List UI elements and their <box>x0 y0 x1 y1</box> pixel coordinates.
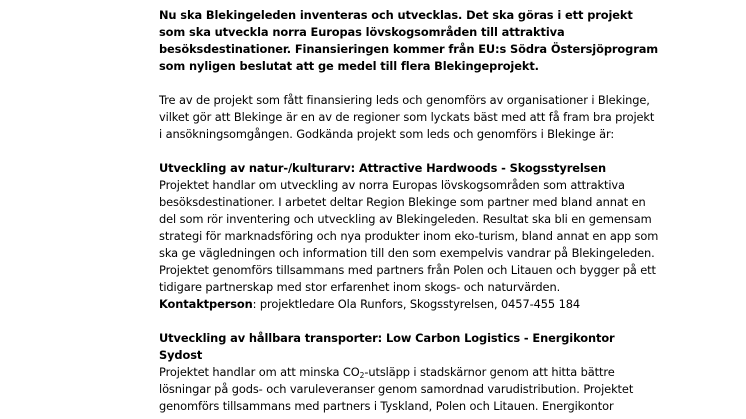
project-heading: Utveckling av hållbara transporter: Low Carbon Logistics - Energikontor Sydost <box>159 331 615 362</box>
paragraph-gap <box>159 143 659 160</box>
project-body: Projektet handlar om utveckling av norra Europas lövskogsområden som attraktiva besöksdestinationer. I arbetet deltar Region Blekinge som partner med bland annat en del som rör inventering och utveckling av Blekingeleden. Resultat ska bli en gemensam strategi för marknadsföring och nya produkter inom eko-turism, bland annat en app som ska ge vägledningen och information till den som exempelvis vandrar på Blekingeleden. Projektet genomförs tillsammans med partners från Polen och Litauen och bygger på ett tidigare partnerskap med stor erfarenhet inom skogs- och naturvärden. <box>159 178 659 294</box>
project-section <box>159 160 659 313</box>
project-heading: Utveckling av natur-/kulturarv: Attractive Hardwoods - Skogsstyrelsen <box>159 161 606 175</box>
lead-paragraph: Nu ska Blekingeleden inventeras och utvecklas. Det ska göras i ett projekt som ska utveckla norra Europas lövskogsområden till attraktiva besöksdestinationer. Finansieringen kommer från EU:s Södra Östersjöprogram som nyligen beslutat att ge medel till flera Blekingeprojekt. <box>159 8 659 73</box>
project-contact <box>159 296 659 313</box>
contact-label: Kontaktperson <box>159 297 253 311</box>
paragraph-gap <box>159 75 659 92</box>
subscript-two: 2 <box>359 371 365 380</box>
project-body-rest: -utsläpp i stadskärnor genom att hitta bättre lösningar på gods- och varuleveranser genom samordnad varudistribution. Projektet genomförs tillsammans med partners i Tyskland, Polen och Litauen. Energikontor <box>159 365 634 413</box>
project-body-start: Projektet handlar om att minska CO <box>159 365 360 379</box>
document-page <box>159 7 659 415</box>
intro-paragraph: Tre av de projekt som fått finansiering leds och genomförs av organisationer i Blekinge, vilket gör att Blekinge är en av de regioner som lyckats bäst med att få fram bra projekt i ansökningsomgången. Godkända projekt som leds och genomförs i Blekinge är: <box>159 93 655 141</box>
project-body <box>159 364 659 415</box>
paragraph-gap <box>159 313 659 330</box>
project-section <box>159 330 659 415</box>
contact-text: : projektledare Ola Runfors, Skogsstyrelsen, 0457-455 184 <box>252 297 581 311</box>
